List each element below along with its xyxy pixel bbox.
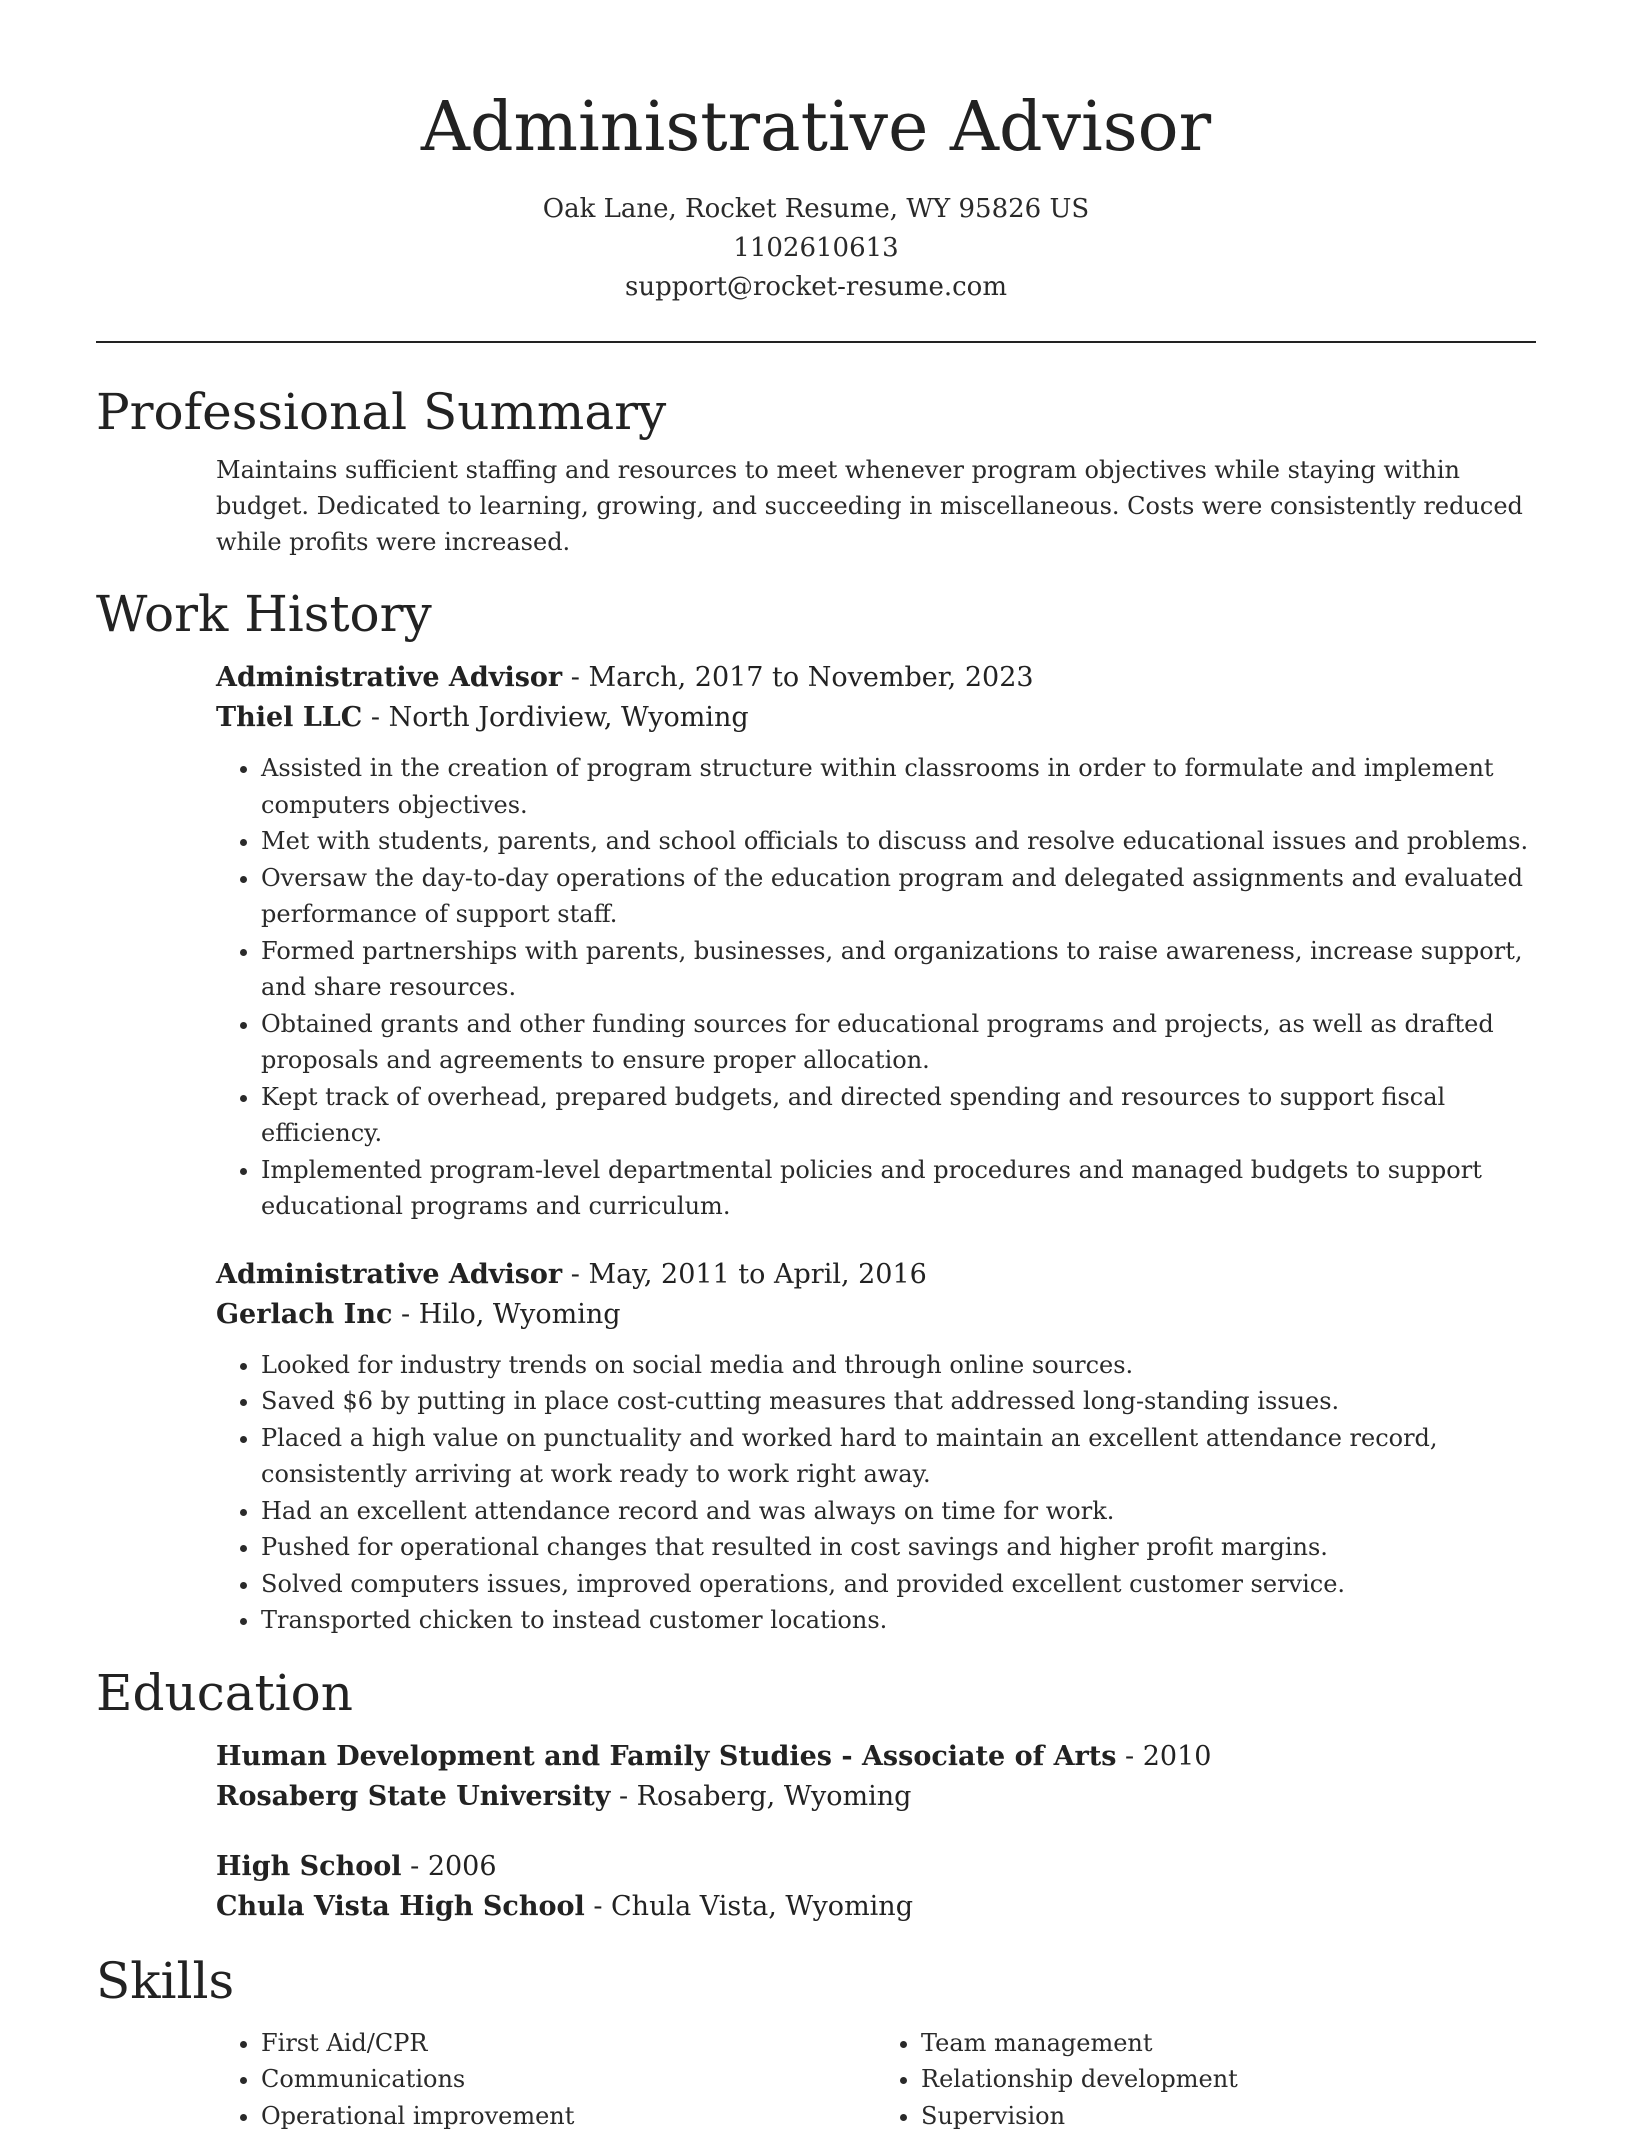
education-entry [216,1847,1536,1927]
job-company-line [216,1295,1536,1335]
section-heading-education: Education [96,1661,1536,1725]
list-item: • Team management [921,2025,1536,2062]
job-bullets [216,750,1536,1225]
candidate-name: Administrative Advisor [0,88,1632,168]
section-heading-summary: Professional Summary [96,380,1536,444]
degree-line [216,1847,1536,1887]
school-location: - Chula Vista, Wyoming [593,1891,913,1922]
summary-text: Maintains sufficient staffing and resources to meet whenever program objectives while staying within budget. Dedicated to learning, growing, and succeeding in miscellaneous. Costs were consistently reduced while profits were increased. [216,452,1536,560]
resume-header [0,0,1632,307]
skills-right-list [876,2025,1536,2134]
education-entry [216,1737,1536,1817]
job-location: - North Jordiview, Wyoming [371,702,749,733]
list-item: • Kept track of overhead, prepared budgets, and directed spending and resources to support fiscal efficiency. [261,1079,1536,1152]
list-item: • Solved computers issues, improved operations, and provided excellent customer service. [261,1566,1536,1603]
list-item: • Looked for industry trends on social media and through online sources. [261,1347,1536,1384]
section-heading-skills: Skills [96,1949,1536,2013]
skills-columns [216,2025,1536,2134]
list-item: • Operational improvement [261,2098,876,2134]
section-heading-work: Work History [96,582,1536,646]
list-item: • Saved $6 by putting in place cost-cutting measures that addressed long-standing issues. [261,1383,1536,1420]
list-item: • Met with students, parents, and school officials to discuss and resolve educational issues and problems. [261,823,1536,860]
job-bullets [216,1347,1536,1639]
phone: 1102610613 [0,229,1632,268]
list-item: • Pushed for operational changes that resulted in cost savings and higher profit margins. [261,1529,1536,1566]
header-divider [96,341,1536,343]
resume-body [96,380,1536,2134]
email: support@rocket-resume.com [0,268,1632,307]
school-location: - Rosaberg, Wyoming [619,1781,911,1812]
list-item: • Transported chicken to instead customer locations. [261,1602,1536,1639]
degree: Human Development and Family Studies - Associate of Arts [216,1741,1116,1772]
job-company: Gerlach Inc [216,1299,392,1330]
list-item: • Communications [261,2061,876,2098]
job-entry [216,1255,1536,1639]
list-item: • Assisted in the creation of program structure within classrooms in order to formulate and implement computers objectives. [261,750,1536,823]
list-item: • First Aid/CPR [261,2025,876,2062]
school-line [216,1887,1536,1927]
degree: High School [216,1851,402,1882]
list-item: • Had an excellent attendance record and was always on time for work. [261,1493,1536,1530]
list-item: • Supervision [921,2098,1536,2134]
list-item: • Formed partnerships with parents, businesses, and organizations to raise awareness, increase support, and share resources. [261,933,1536,1006]
list-item: • Obtained grants and other funding sources for educational programs and projects, as well as drafted proposals and agreements to ensure proper allocation. [261,1006,1536,1079]
job-dates: - May, 2011 to April, 2016 [571,1259,927,1290]
job-title: Administrative Advisor [216,662,562,693]
job-company-line [216,698,1536,738]
degree-year: - 2010 [1125,1741,1211,1772]
job-dates: - March, 2017 to November, 2023 [571,662,1034,693]
address: Oak Lane, Rocket Resume, WY 95826 US [0,190,1632,229]
job-company: Thiel LLC [216,702,362,733]
list-item: • Placed a high value on punctuality and worked hard to maintain an excellent attendance record, consistently arriving at work ready to work right away. [261,1420,1536,1493]
contact-block [0,190,1632,307]
degree-line [216,1737,1536,1777]
job-entry [216,658,1536,1225]
job-title-line [216,1255,1536,1295]
job-location: - Hilo, Wyoming [401,1299,621,1330]
degree-year: - 2006 [410,1851,496,1882]
skills-left-list [216,2025,876,2134]
job-title-line [216,658,1536,698]
list-item: • Relationship development [921,2061,1536,2098]
school: Rosaberg State University [216,1781,610,1812]
school-line [216,1777,1536,1817]
list-item: • Oversaw the day-to-day operations of the education program and delegated assignments and evaluated performance of support staff. [261,860,1536,933]
school: Chula Vista High School [216,1891,585,1922]
list-item: • Implemented program-level departmental policies and procedures and managed budgets to support educational programs and curriculum. [261,1152,1536,1225]
job-title: Administrative Advisor [216,1259,562,1290]
